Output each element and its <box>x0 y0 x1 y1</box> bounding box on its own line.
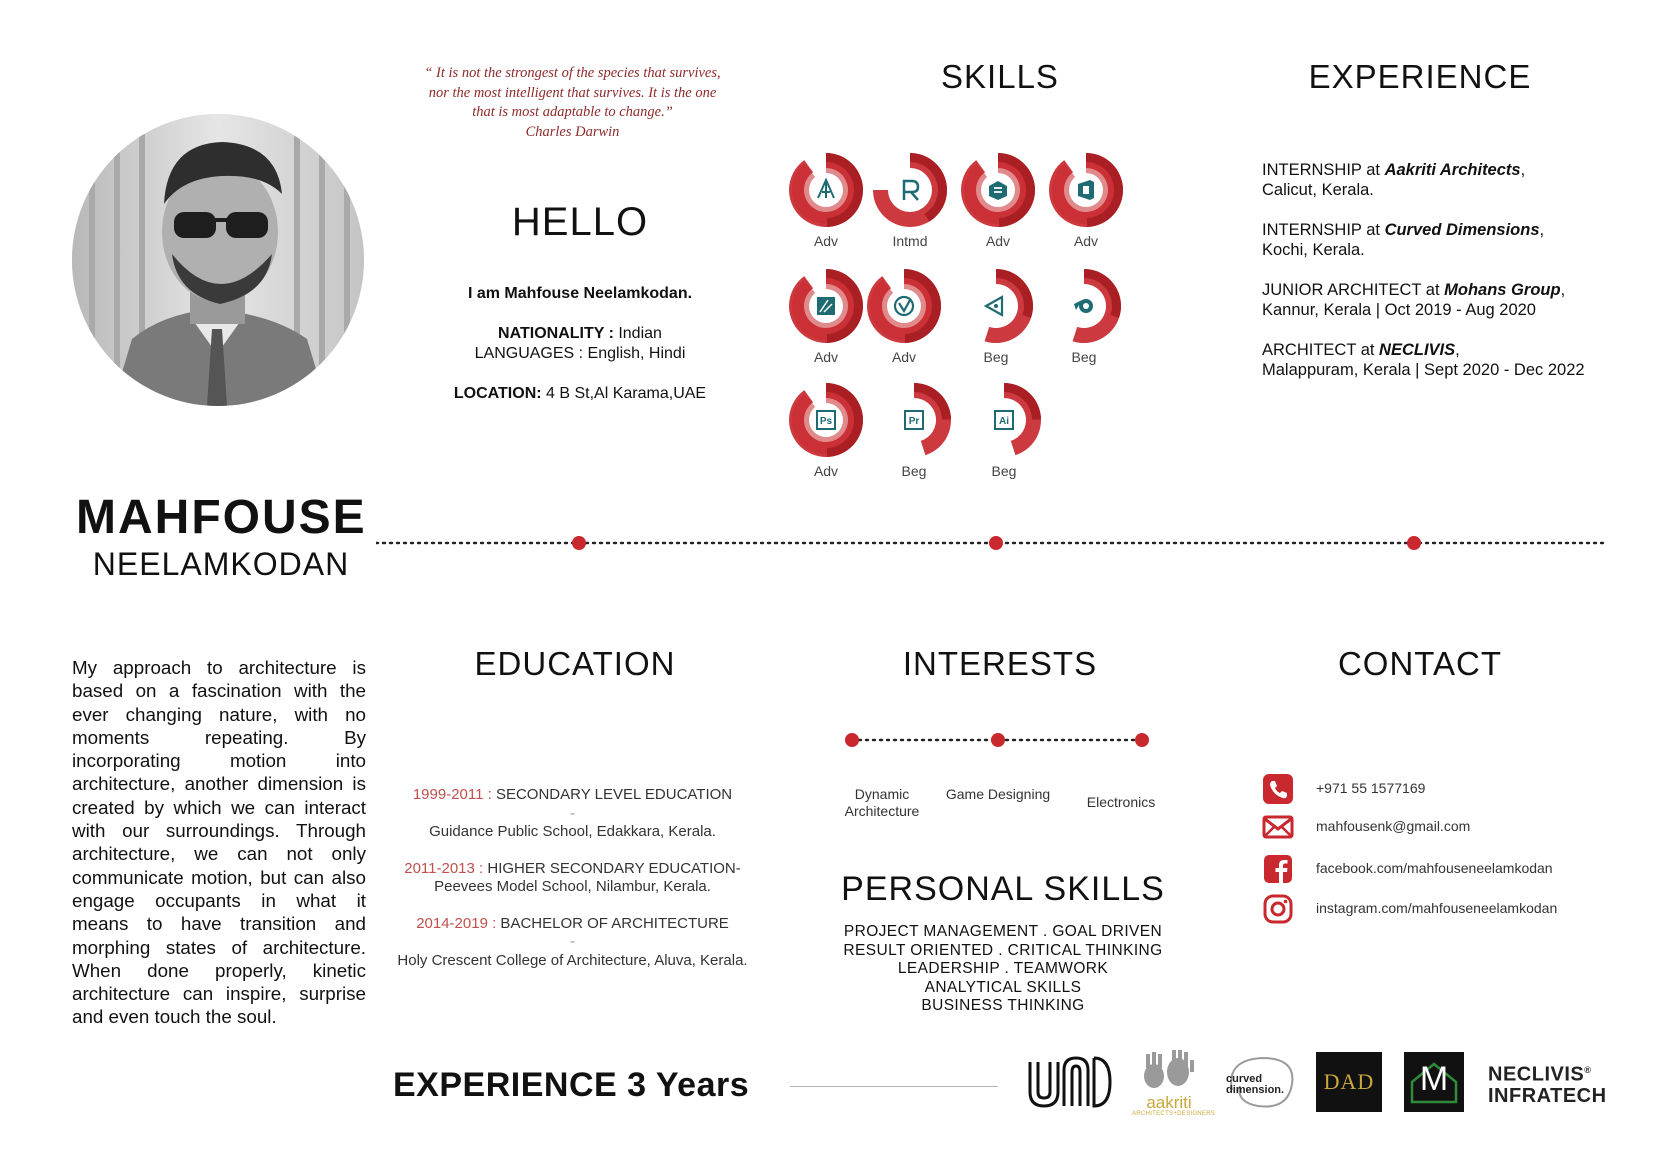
experience-org: Mohans Group <box>1444 281 1561 299</box>
skill-level-label: Adv <box>813 349 839 365</box>
about-paragraph: My approach to architecture is based on a fascination with the ever changing nature, with no moments repeating. By incorporating motion into architecture, another dimension is created by which we can interact with our surroundings. Through architecture, we can not only communicate motion, but can also engage occupants in what it means to have transition and morphing states of architecture. When done properly, kinetic architecture can inspire, surprise and even touch the soul. <box>72 657 366 1028</box>
skill-donut <box>876 382 952 458</box>
quote-line: that is most adaptable to change.” <box>472 104 673 120</box>
timeline-dot <box>989 536 1003 550</box>
name-last: NEELAMKODAN <box>92 546 350 582</box>
skill-level-label: Adv <box>813 233 839 249</box>
skill-item <box>964 382 1044 479</box>
skill-donut <box>960 152 1036 228</box>
quote <box>395 64 750 142</box>
registered-mark: ® <box>1584 1065 1592 1075</box>
umd-logo <box>1024 1050 1114 1112</box>
email-address: mahfousenk@gmail.com <box>1316 818 1471 834</box>
personal-skill-line: RESULT ORIENTED . CRITICAL THINKING <box>843 941 1163 959</box>
experience-detail: Kannur, Kerala | Oct 2019 - Aug 2020 <box>1262 301 1536 319</box>
experience-role: ARCHITECT at <box>1262 341 1380 359</box>
languages: LANGUAGES : English, Hindi <box>474 345 686 362</box>
experience-detail: Malappuram, Kerala | Sept 2020 - Dec 2022 <box>1262 361 1585 379</box>
skill-level-label: Beg <box>991 463 1017 479</box>
skill-level-label: Adv <box>813 463 839 479</box>
skill-item <box>874 382 954 479</box>
skill-item <box>864 268 944 365</box>
education-level: SECONDARY LEVEL EDUCATION <box>491 786 733 803</box>
intro-text: I am Mahfouse Neelamkodan. <box>467 285 693 302</box>
instagram-icon <box>1262 893 1294 925</box>
svg-text:Ai: Ai <box>999 416 1009 427</box>
experience-years: EXPERIENCE 3 Years <box>393 1066 750 1104</box>
contact-phone[interactable] <box>1262 773 1622 809</box>
education-separator: - <box>570 804 575 822</box>
hello-title: HELLO <box>511 200 649 244</box>
portrait-image <box>72 114 364 406</box>
instagram-url: instagram.com/mahfouseneelamkodan <box>1316 900 1558 916</box>
contact-instagram[interactable] <box>1262 893 1622 929</box>
nationality-value: Indian <box>613 325 662 342</box>
timeline-divider <box>376 533 1606 553</box>
neclivis-text: NECLIVIS <box>1488 1063 1585 1086</box>
premiere-icon <box>905 411 923 429</box>
education-item <box>395 915 750 971</box>
mail-icon <box>1262 811 1294 843</box>
dad-logo <box>1316 1052 1382 1112</box>
experience-comma: , <box>1560 281 1566 299</box>
personal-skill-line: PROJECT MANAGEMENT . GOAL DRIVEN <box>843 923 1163 940</box>
personal-skills-title: PERSONAL SKILLS <box>841 870 1165 908</box>
experience-list <box>1262 160 1607 400</box>
experience-item <box>1262 340 1607 380</box>
interest-label: Game Designing <box>945 786 1051 802</box>
experience-role: INTERNSHIP at <box>1262 221 1385 239</box>
location-value: 4 B St,Al Karama,UAE <box>541 385 707 402</box>
skill-donut <box>866 268 942 344</box>
experience-comma: , <box>1520 161 1526 179</box>
education-level: BACHELOR OF ARCHITECTURE <box>496 914 729 932</box>
interests-timeline <box>840 730 1170 790</box>
skill-donut <box>1046 268 1122 344</box>
skill-donut <box>788 382 864 458</box>
intro-block <box>410 284 750 424</box>
education-separator: - <box>570 933 575 950</box>
skill-donut <box>788 268 864 344</box>
education-school: Peevees Model School, Nilambur, Kerala. <box>434 878 711 895</box>
skill-donut <box>958 268 1034 344</box>
skill-item <box>1044 268 1124 365</box>
facebook-url: facebook.com/mahfouseneelamkodan <box>1316 860 1553 876</box>
skill-level-label: Adv <box>985 233 1011 249</box>
svg-text:Ps: Ps <box>819 416 833 427</box>
interest-label: Dynamic Architecture <box>844 786 920 819</box>
curved-dimension-logo <box>1222 1050 1298 1112</box>
handprint-icon <box>1132 1050 1206 1090</box>
aakriti-text: aakriti <box>1146 1093 1192 1112</box>
experience-title: EXPERIENCE <box>1308 58 1532 95</box>
education-list <box>395 786 750 988</box>
phone-number: +971 55 1577169 <box>1316 780 1426 796</box>
skill-item <box>786 152 866 249</box>
timeline-dot <box>1407 536 1421 550</box>
interest-dot <box>845 733 859 747</box>
personal-skills-list <box>820 923 1186 1016</box>
education-school: Holy Crescent College of Architecture, Aluva, Kerala. <box>397 951 748 969</box>
illustrator-icon <box>995 411 1013 429</box>
dad-text: DAD <box>1323 1069 1375 1094</box>
education-item <box>395 860 750 897</box>
timeline-dot <box>572 536 586 550</box>
svg-text:Pr: Pr <box>908 416 920 427</box>
curved-text: curved <box>1226 1073 1263 1085</box>
profile-photo <box>72 114 364 406</box>
personal-skill-line: ANALYTICAL SKILLS <box>924 978 1082 996</box>
experience-role: JUNIOR ARCHITECT at <box>1262 281 1445 299</box>
experience-org: NECLIVIS <box>1379 341 1456 359</box>
aakriti-logo <box>1132 1050 1216 1117</box>
skill-level-label: Beg <box>1071 349 1097 365</box>
experience-detail: Calicut, Kerala. <box>1262 181 1374 199</box>
education-years: 2011-2013 : <box>404 859 484 877</box>
education-level: HIGHER SECONDARY EDUCATION- <box>483 859 741 877</box>
experience-role: INTERNSHIP at <box>1262 161 1385 179</box>
experience-detail: Kochi, Kerala. <box>1262 241 1365 259</box>
skills-title: SKILLS <box>941 58 1059 95</box>
contact-facebook[interactable] <box>1262 853 1622 889</box>
lumion-icon <box>817 297 835 315</box>
skill-item <box>1046 152 1126 249</box>
aakriti-subtext: ARCHITECTS+DESIGNERS <box>1132 1111 1216 1117</box>
interest-dot <box>1135 733 1149 747</box>
experience-item <box>1262 220 1607 260</box>
skill-level-label: Adv <box>891 349 917 365</box>
quote-line: nor the most intelligent that survives. It is the one <box>428 84 717 101</box>
skill-item <box>956 268 1036 365</box>
education-school: Guidance Public School, Edakkara, Kerala. <box>429 823 716 840</box>
skill-item <box>786 382 866 479</box>
interest-label: Electronics <box>1086 794 1156 810</box>
interests-title: INTERESTS <box>902 645 1098 682</box>
nationality-label: NATIONALITY : <box>498 325 614 342</box>
photoshop-icon <box>817 411 835 429</box>
mohans-text: M <box>1419 1060 1449 1098</box>
skill-level-label: Beg <box>983 349 1009 365</box>
skill-donut <box>872 152 948 228</box>
skill-level-label: Adv <box>1073 233 1099 249</box>
quote-author: Charles Darwin <box>525 123 620 140</box>
skill-item <box>870 152 950 249</box>
quote-line: “ It is not the strongest of the species that survives, <box>424 65 721 81</box>
personal-skill-line: LEADERSHIP . TEAMWORK <box>897 960 1109 977</box>
skill-level-label: Intmd <box>892 233 928 249</box>
contact-title: CONTACT <box>1337 645 1503 682</box>
experience-item <box>1262 280 1607 320</box>
education-years: 1999-2011 : <box>412 786 492 803</box>
neclivis-logo <box>1488 1060 1614 1122</box>
mohans-logo <box>1404 1052 1464 1112</box>
dimension-text: dimension. <box>1226 1084 1285 1096</box>
skill-level-label: Beg <box>901 463 927 479</box>
education-title: EDUCATION <box>474 645 676 682</box>
skill-item <box>786 268 866 365</box>
facebook-icon <box>1262 853 1294 885</box>
education-item <box>395 786 750 842</box>
experience-comma: , <box>1539 221 1545 239</box>
infratech-text: INFRATECH <box>1488 1084 1607 1107</box>
experience-org: Curved Dimensions <box>1384 221 1540 239</box>
divider-line <box>790 1086 998 1087</box>
personal-skill-line: BUSINESS THINKING <box>921 997 1085 1014</box>
phone-icon <box>1262 773 1294 805</box>
education-years: 2014-2019 : <box>416 914 497 932</box>
skill-item <box>958 152 1038 249</box>
skill-donut <box>1048 152 1124 228</box>
skill-donut <box>788 152 864 228</box>
location-label: LOCATION: <box>453 385 542 402</box>
experience-comma: , <box>1455 341 1460 359</box>
name-first: MAHFOUSE <box>76 491 367 544</box>
skill-donut <box>966 382 1042 458</box>
about-text <box>72 656 366 1029</box>
experience-item <box>1262 160 1607 200</box>
interest-dot <box>991 733 1005 747</box>
experience-org: Aakriti Architects <box>1384 161 1521 179</box>
contact-email[interactable] <box>1262 811 1622 847</box>
